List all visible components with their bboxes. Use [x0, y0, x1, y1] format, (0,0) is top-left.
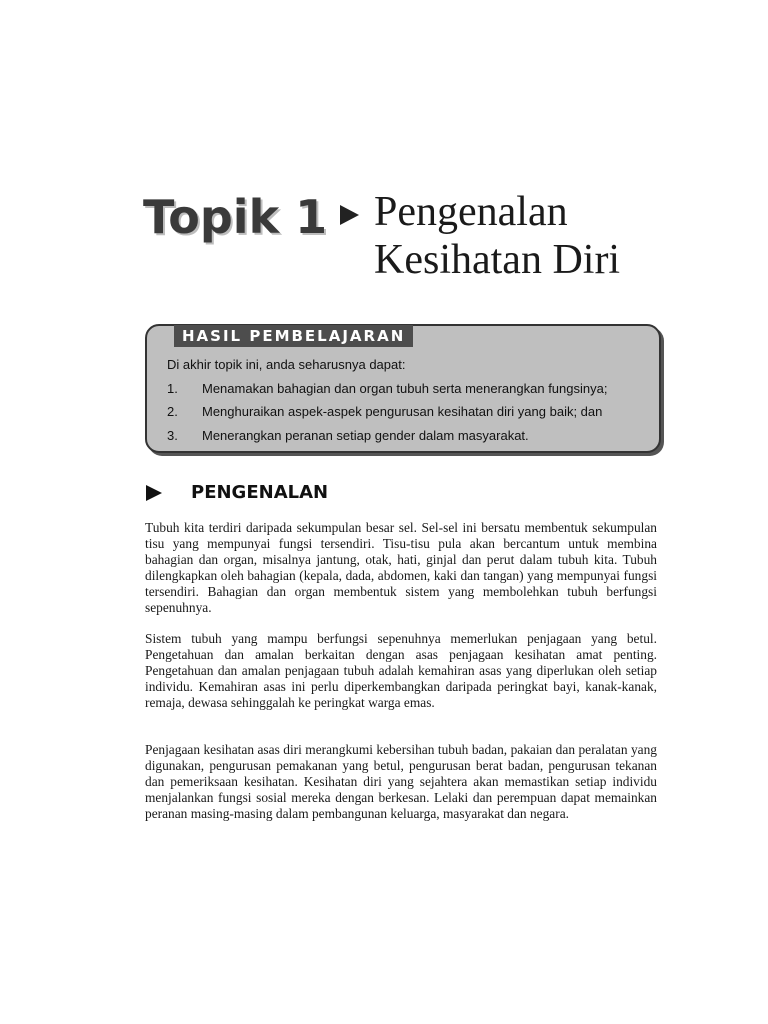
paragraph: Sistem tubuh yang mampu berfungsi sepenuhnya memerlukan penjagaan yang betul. Pengetahuan dan amalan berkaitan dengan asas penjagaan kesihatan amat penting. Pengetahuan dan amalan penjagaan tubuh adalah kemahiran asas yang diperlukan oleh setiap individu. Kemahiran asas ini perlu diperkembangkan daripada peringkat bayi, kanak-kanak, remaja, dewasa sehinggalah ke peringkat warga emas.	[145, 631, 657, 710]
topic-title-line-2: Kesihatan Diri	[374, 237, 621, 283]
paragraph: Penjagaan kesihatan asas diri merangkumi kebersihan tubuh badan, pakaian dan peralatan yang digunakan, pengurusan pemakanan yang betul, pengurusan berat badan, pengurusan tekanan dan pemeriksaan kesihatan. Kesihatan diri yang sejahtera akan memastikan setiap individu menjalankan fungsi sosial mereka dengan berkesan. Lelaki dan perempuan dapat memainkan peranan masing-masing dalam pembangunan keluarga, masyarakat dan negara.	[145, 742, 657, 821]
learning-outcomes-heading: HASIL PEMBELAJARAN	[174, 325, 413, 347]
section-arrow-icon	[146, 485, 162, 501]
outcome-text: Menerangkan peranan setiap gender dalam masyarakat.	[202, 428, 529, 443]
topic-number: Topik 1	[143, 190, 328, 244]
outcome-number: 2.	[167, 404, 178, 419]
section-heading: PENGENALAN	[191, 482, 329, 503]
outcome-text: Menamakan bahagian dan organ tubuh serta menerangkan fungsinya;	[202, 381, 608, 396]
paragraph: Tubuh kita terdiri daripada sekumpulan besar sel. Sel-sel ini bersatu membentuk sekumpulan tisu yang mempunyai fungsi tersendiri. Tisu-tisu pula akan bercantum untuk membina bahagian dan organ, misalnya jantung, otak, hati, ginjal dan perut dalam tubuh kita. Tubuh dilengkapkan oleh bahagian (kepala, dada, abdomen, kaki dan tangan) yang mempunyai fungsi tersendiri. Bahagian dan organ membentuk sistem yang membolehkan tubuh berfungsi sepenuhnya.	[145, 520, 657, 615]
topic-title-line-1: Pengenalan	[374, 189, 568, 235]
outcome-number: 1.	[167, 381, 178, 396]
learning-outcomes-intro: Di akhir topik ini, anda seharusnya dapat:	[167, 357, 406, 372]
triangle-arrow-icon	[340, 205, 359, 225]
outcome-text: Menghuraikan aspek-aspek pengurusan kesihatan diri yang baik; dan	[202, 404, 603, 419]
outcome-number: 3.	[167, 428, 178, 443]
topic-title	[374, 188, 620, 284]
